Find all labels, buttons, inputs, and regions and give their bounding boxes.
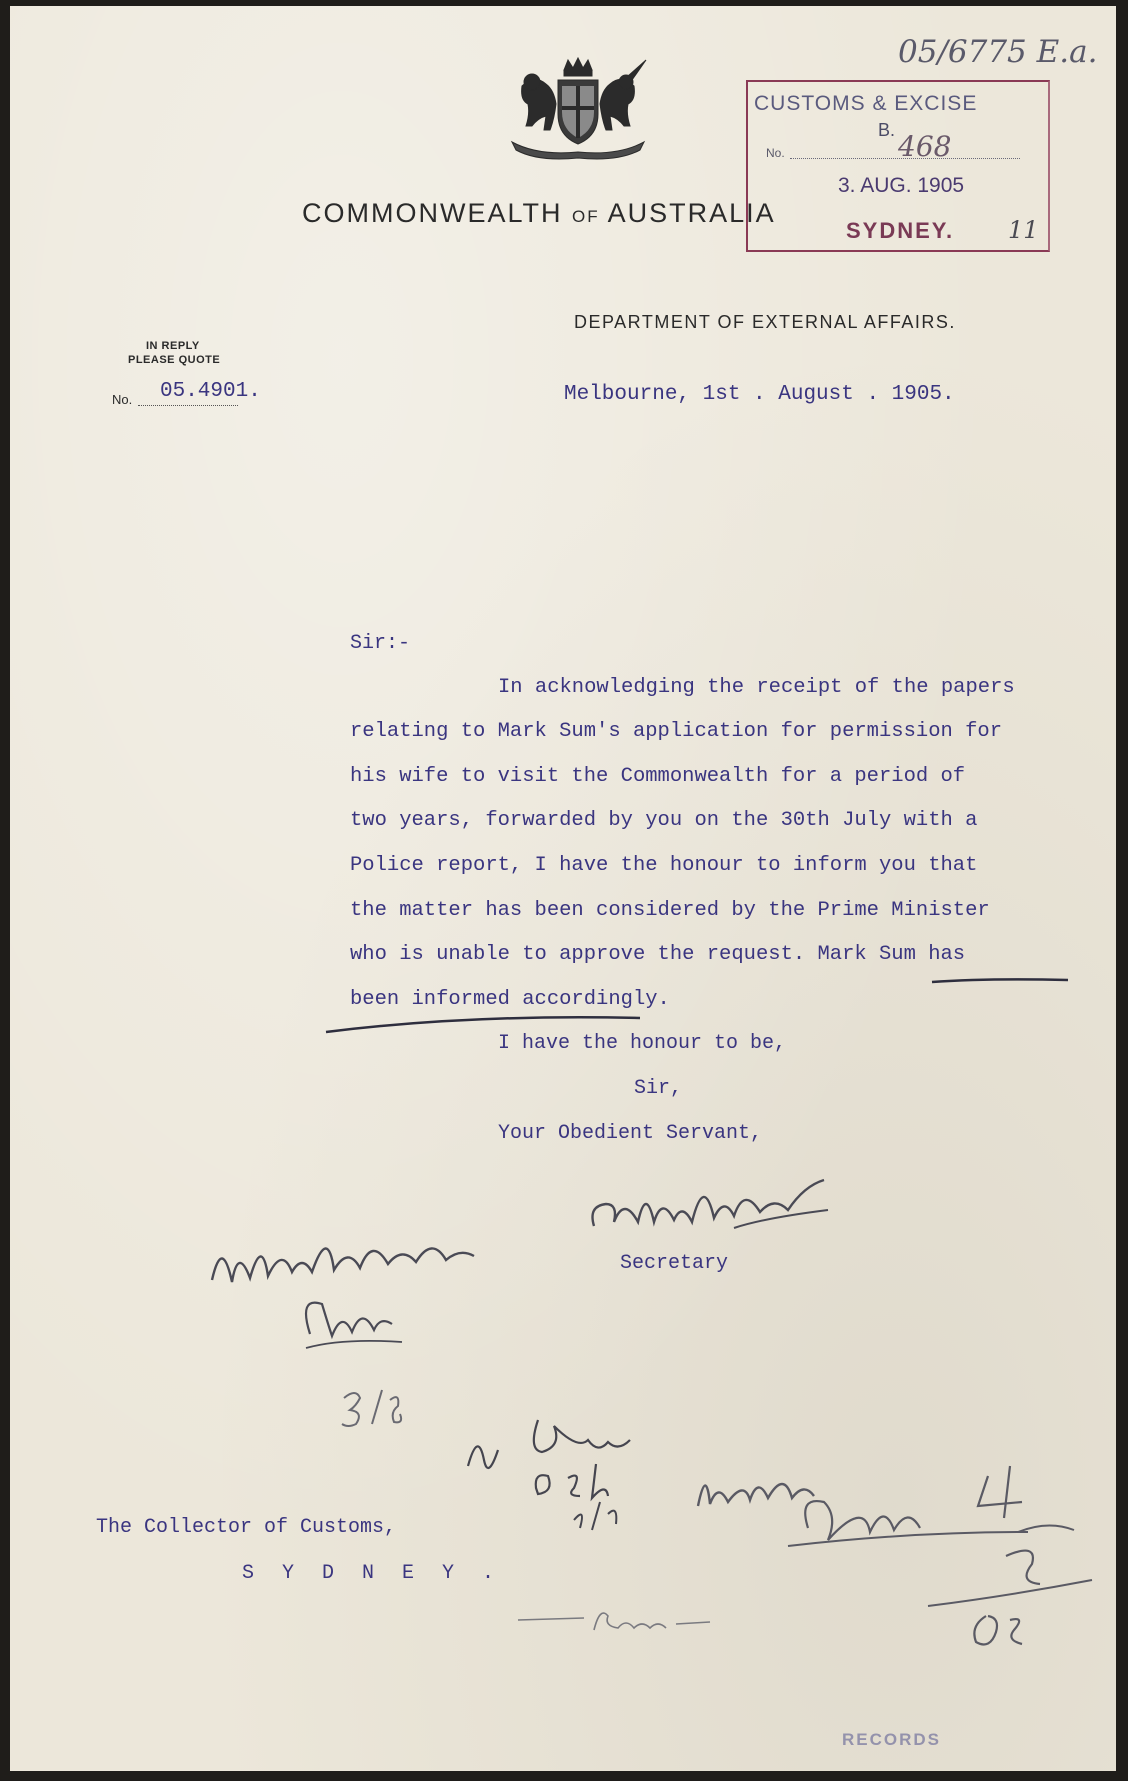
body-line: two years, forwarded by you on the 30th July with a — [350, 809, 978, 832]
handwritten-file-ref: 05/6775 E.a. — [898, 34, 1098, 70]
handwritten-date-mark — [338, 1384, 408, 1434]
stamp-date: 3. AUG. 1905 — [838, 174, 965, 197]
reply-number: 05.4901. — [160, 380, 261, 403]
body-line: who is unable to approve the request. Mark Sum has — [350, 943, 966, 966]
stamp-margin-note: 11 — [1008, 216, 1039, 244]
letterhead-of: OF — [572, 207, 600, 226]
salutation: Sir:- — [350, 632, 411, 655]
department-heading: DEPARTMENT OF EXTERNAL AFFAIRS. — [574, 312, 956, 332]
body-line: been informed accordingly. — [350, 988, 670, 1011]
document-page — [10, 6, 1116, 1771]
stamp-city: SYDNEY. — [846, 218, 955, 243]
closing-line-2: Sir, — [634, 1077, 683, 1100]
letterhead-commonwealth: COMMONWEALTH — [302, 198, 563, 228]
body-line: the matter has been considered by the Prime Minister — [350, 899, 990, 922]
stamp-letter: B. — [878, 120, 896, 140]
letterhead-title — [302, 198, 776, 229]
reply-no-label: No. — [112, 392, 133, 407]
body-line: In acknowledging the receipt of the papers — [498, 676, 1015, 699]
body-line: his wife to visit the Commonwealth for a period of — [350, 765, 966, 788]
handwritten-year-mark — [966, 1606, 1046, 1656]
body-line: relating to Mark Sum's application for permission for — [350, 720, 1003, 743]
records-stamp: RECORDS — [842, 1730, 942, 1749]
secretary-title: Secretary — [620, 1252, 729, 1275]
secretary-signature — [584, 1166, 834, 1246]
reply-label-1: IN REPLY — [146, 340, 200, 352]
body-line: Police report, I have the honour to inform you that — [350, 854, 978, 877]
maddocks-signature — [202, 1206, 532, 1366]
stamp-customs-excise: CUSTOMS & EXCISE — [754, 92, 978, 115]
donohoe-initials — [458, 1410, 658, 1540]
dateline: Melbourne, 1st . August . 1905. — [564, 383, 955, 406]
pencil-underline-marks — [310, 966, 1090, 1036]
addressee-line-1: The Collector of Customs, — [96, 1516, 397, 1539]
coat-of-arms-emblem — [498, 56, 658, 164]
addressee-line-2: S Y D N E Y . — [242, 1562, 503, 1585]
stamp-handwritten-number: 468 — [898, 130, 952, 163]
stamp-no-label: No. — [766, 146, 785, 160]
reply-number-underline — [138, 405, 238, 406]
reply-label-2: PLEASE QUOTE — [128, 354, 221, 366]
noted-annotation — [688, 1446, 1108, 1626]
letterhead-australia: AUSTRALIA — [607, 198, 776, 228]
records-pencil-note — [514, 1592, 714, 1642]
closing-line-1: I have the honour to be, — [498, 1032, 787, 1055]
closing-line-3: Your Obedient Servant, — [498, 1122, 763, 1145]
